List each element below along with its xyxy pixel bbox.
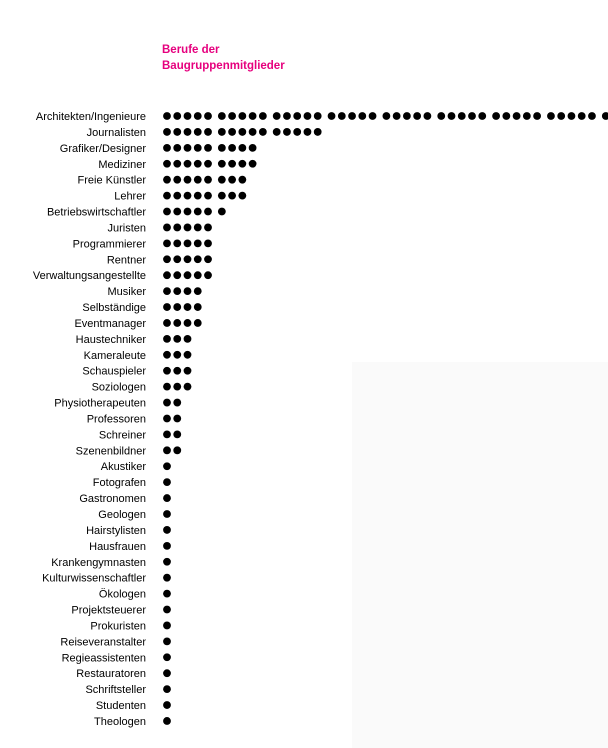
category-label: Projektsteuerer	[71, 604, 146, 617]
chart-row	[107, 286, 201, 298]
value-dot	[218, 176, 226, 184]
chart-row	[85, 684, 170, 696]
value-dot	[228, 144, 236, 152]
value-dot	[163, 255, 171, 263]
value-dot	[403, 112, 411, 120]
value-dot	[194, 255, 202, 263]
value-dot	[184, 287, 192, 295]
value-dot	[492, 112, 500, 120]
value-dot	[314, 128, 322, 136]
chart-row	[71, 605, 170, 617]
value-dot	[468, 112, 476, 120]
value-dot	[163, 431, 171, 439]
value-dot	[533, 112, 541, 120]
value-dot	[578, 112, 586, 120]
value-dot	[218, 112, 226, 120]
value-dot	[163, 574, 171, 582]
chart-title-line-1: Berufe der	[162, 44, 220, 56]
category-label: Soziologen	[91, 381, 146, 394]
value-dot	[163, 319, 171, 327]
category-label: Professoren	[86, 413, 146, 426]
value-dot	[184, 319, 192, 327]
value-dot	[238, 128, 246, 136]
value-dot	[184, 144, 192, 152]
category-label: Musiker	[107, 286, 146, 299]
chart-row	[87, 413, 181, 425]
value-dot	[163, 526, 171, 534]
value-dot	[194, 271, 202, 279]
value-dot	[163, 494, 171, 502]
category-label: Haustechniker	[75, 333, 146, 346]
chart-row	[60, 636, 170, 648]
value-dot	[173, 239, 181, 247]
value-dot	[194, 239, 202, 247]
value-dot	[194, 224, 202, 232]
value-dot	[238, 112, 246, 120]
value-dot	[204, 255, 212, 263]
value-dot	[283, 128, 291, 136]
value-dot	[163, 542, 171, 550]
chart-row	[94, 716, 171, 728]
value-dot	[184, 239, 192, 247]
value-dot	[204, 160, 212, 168]
value-dot	[448, 112, 456, 120]
chart-row	[33, 270, 212, 282]
category-label: Rentner	[106, 254, 146, 267]
chart-row	[47, 207, 226, 219]
value-dot	[194, 319, 202, 327]
value-dot	[163, 271, 171, 279]
value-dot	[259, 112, 267, 120]
value-dot	[173, 335, 181, 343]
value-dot	[173, 351, 181, 359]
value-dot	[173, 303, 181, 311]
value-dot	[502, 112, 510, 120]
category-label: Architekten/Ingenieure	[35, 111, 146, 123]
value-dot	[163, 717, 171, 725]
value-dot	[173, 367, 181, 375]
value-dot	[163, 462, 171, 470]
value-dot	[163, 367, 171, 375]
value-dot	[273, 128, 281, 136]
chart-row	[73, 238, 212, 250]
value-dot	[194, 208, 202, 216]
value-dot	[249, 144, 257, 152]
value-dot	[348, 112, 356, 120]
value-dot	[204, 144, 212, 152]
value-dot	[304, 112, 312, 120]
chart-row	[114, 191, 246, 203]
value-dot	[283, 112, 291, 120]
chart-row	[96, 700, 171, 712]
value-dot	[314, 112, 322, 120]
value-dot	[184, 271, 192, 279]
value-dot	[163, 160, 171, 168]
value-dot	[238, 192, 246, 200]
value-dot	[194, 287, 202, 295]
value-dot	[204, 176, 212, 184]
category-label: Studenten	[95, 700, 146, 713]
value-dot	[173, 144, 181, 152]
value-dot	[338, 112, 346, 120]
chart-row	[79, 493, 171, 505]
value-dot	[163, 399, 171, 407]
value-dot	[163, 446, 171, 454]
value-dot	[238, 176, 246, 184]
value-dot	[304, 128, 312, 136]
value-dot	[173, 224, 181, 232]
category-label: Reiseveranstalter	[60, 636, 146, 649]
value-dot	[173, 319, 181, 327]
value-dot	[163, 637, 171, 645]
value-dot	[184, 112, 192, 120]
value-dot	[547, 112, 555, 120]
chart-row	[98, 509, 171, 521]
category-label: Kulturwissenschaftler	[42, 572, 146, 585]
value-dot	[184, 351, 192, 359]
value-dot	[173, 192, 181, 200]
value-dot	[173, 287, 181, 295]
value-dot	[163, 669, 171, 677]
category-label: Eventmanager	[74, 317, 146, 330]
chart-row	[99, 429, 181, 441]
chart-row	[99, 589, 171, 601]
value-dot	[173, 399, 181, 407]
category-label: Grafiker/Designer	[59, 142, 146, 155]
category-label: Betriebswirtschaftler	[46, 206, 146, 219]
value-dot	[424, 112, 432, 120]
chart-row	[86, 525, 171, 537]
category-label: Geologen	[98, 509, 146, 521]
value-dot	[184, 224, 192, 232]
value-dot	[184, 160, 192, 168]
value-dot	[163, 590, 171, 598]
value-dot	[293, 112, 301, 120]
value-dot	[259, 128, 267, 136]
category-label: Verwaltungsangestellte	[32, 270, 146, 283]
value-dot	[204, 112, 212, 120]
value-dot	[163, 558, 171, 566]
value-dot	[238, 160, 246, 168]
value-dot	[194, 128, 202, 136]
value-dot	[228, 176, 236, 184]
category-label: Journalisten	[86, 126, 146, 139]
value-dot	[228, 112, 236, 120]
value-dot	[194, 192, 202, 200]
value-dot	[194, 112, 202, 120]
value-dot	[163, 701, 171, 709]
chart-row	[82, 302, 201, 314]
value-dot	[173, 176, 181, 184]
value-dot	[163, 239, 171, 247]
category-label: Schreiner	[98, 429, 146, 442]
value-dot	[588, 112, 596, 120]
value-dot	[173, 446, 181, 454]
value-dot	[204, 192, 212, 200]
category-label: Lehrer	[114, 190, 146, 203]
value-dot	[184, 255, 192, 263]
value-dot	[173, 112, 181, 120]
category-label: Restauratoren	[76, 668, 146, 681]
value-dot	[218, 144, 226, 152]
category-label: Mediziner	[98, 158, 146, 171]
value-dot	[163, 144, 171, 152]
category-label: Hairstylisten	[86, 524, 146, 537]
chart-row	[78, 175, 247, 187]
value-dot	[163, 112, 171, 120]
value-dot	[228, 128, 236, 136]
category-label: Physiotherapeuten	[54, 397, 146, 410]
chart-row	[89, 541, 171, 553]
value-dot	[163, 224, 171, 232]
chart-row	[101, 461, 171, 473]
category-label: Schauspieler	[82, 365, 146, 378]
chart-row	[76, 668, 171, 680]
value-dot	[184, 335, 192, 343]
category-label: Programmierer	[72, 238, 146, 251]
value-dot	[358, 112, 366, 120]
value-dot	[218, 160, 226, 168]
value-dot	[163, 176, 171, 184]
value-dot	[393, 112, 401, 120]
chart-row	[90, 620, 171, 632]
value-dot	[163, 335, 171, 343]
value-dot	[204, 128, 212, 136]
value-dot	[163, 287, 171, 295]
category-label: Regieassistenten	[61, 652, 146, 665]
value-dot	[238, 144, 246, 152]
value-dot	[478, 112, 486, 120]
value-dot	[413, 112, 421, 120]
value-dot	[273, 112, 281, 120]
chart-row	[36, 111, 608, 123]
value-dot	[163, 478, 171, 486]
value-dot	[173, 431, 181, 439]
value-dot	[173, 415, 181, 423]
chart-row	[93, 477, 171, 489]
value-dot	[523, 112, 531, 120]
value-dot	[163, 653, 171, 661]
value-dot	[194, 144, 202, 152]
chart-row	[42, 573, 171, 585]
chart-row	[107, 254, 212, 266]
chart-row	[107, 222, 211, 234]
value-dot	[328, 112, 336, 120]
chart-row	[92, 382, 192, 394]
chart-row	[60, 143, 257, 155]
value-dot	[163, 415, 171, 423]
value-dot	[173, 128, 181, 136]
value-dot	[204, 224, 212, 232]
chart-row	[87, 127, 322, 139]
value-dot	[383, 112, 391, 120]
category-label: Schriftsteller	[85, 684, 146, 697]
value-dot	[184, 383, 192, 391]
category-label: Selbständige	[82, 302, 146, 315]
category-label: Hausfrauen	[89, 540, 146, 553]
chart-title-line-2: Baugruppenmitglieder	[162, 60, 285, 72]
value-dot	[163, 622, 171, 630]
value-dot	[163, 383, 171, 391]
value-dot	[163, 606, 171, 614]
category-label: Krankengymnasten	[51, 556, 146, 569]
value-dot	[249, 160, 257, 168]
value-dot	[218, 208, 226, 216]
chart-row	[84, 350, 192, 362]
chart-row	[62, 652, 171, 664]
chart-row	[54, 398, 181, 410]
value-dot	[204, 271, 212, 279]
value-dot	[194, 303, 202, 311]
value-dot	[163, 685, 171, 693]
value-dot	[293, 128, 301, 136]
value-dot	[194, 160, 202, 168]
chart-row	[74, 318, 201, 330]
value-dot	[218, 192, 226, 200]
value-dot	[184, 367, 192, 375]
value-dot	[218, 128, 226, 136]
value-dot	[228, 192, 236, 200]
value-dot	[163, 303, 171, 311]
value-dot	[173, 255, 181, 263]
value-dot	[173, 208, 181, 216]
category-label: Freie Künstler	[77, 174, 146, 187]
category-label: Prokuristen	[90, 620, 146, 633]
value-dot	[249, 112, 257, 120]
value-dot	[163, 128, 171, 136]
value-dot	[173, 271, 181, 279]
chart-row	[76, 445, 181, 457]
value-dot	[173, 383, 181, 391]
category-label: Kameraleute	[83, 349, 146, 362]
value-dot	[184, 192, 192, 200]
value-dot	[602, 112, 608, 120]
chart-row	[82, 366, 191, 378]
value-dot	[458, 112, 466, 120]
value-dot	[163, 351, 171, 359]
category-label: Fotografen	[92, 477, 146, 490]
value-dot	[369, 112, 377, 120]
value-dot	[204, 208, 212, 216]
value-dot	[437, 112, 445, 120]
category-label: Ökologen	[98, 588, 146, 601]
value-dot	[184, 128, 192, 136]
value-dot	[568, 112, 576, 120]
category-label: Juristen	[107, 222, 146, 235]
category-label: Szenenbildner	[75, 445, 146, 458]
value-dot	[194, 176, 202, 184]
chart-row	[51, 557, 171, 569]
value-dot	[184, 176, 192, 184]
value-dot	[249, 128, 257, 136]
value-dot	[173, 160, 181, 168]
category-label: Theologen	[94, 715, 146, 728]
value-dot	[204, 239, 212, 247]
chart-row	[76, 334, 192, 346]
value-dot	[513, 112, 521, 120]
category-label: Gastronomen	[79, 493, 146, 506]
value-dot	[163, 192, 171, 200]
value-dot	[228, 160, 236, 168]
value-dot	[163, 510, 171, 518]
category-label: Akustiker	[100, 461, 146, 474]
value-dot	[184, 303, 192, 311]
chart-row	[98, 159, 256, 171]
value-dot	[184, 208, 192, 216]
value-dot	[557, 112, 565, 120]
value-dot	[163, 208, 171, 216]
